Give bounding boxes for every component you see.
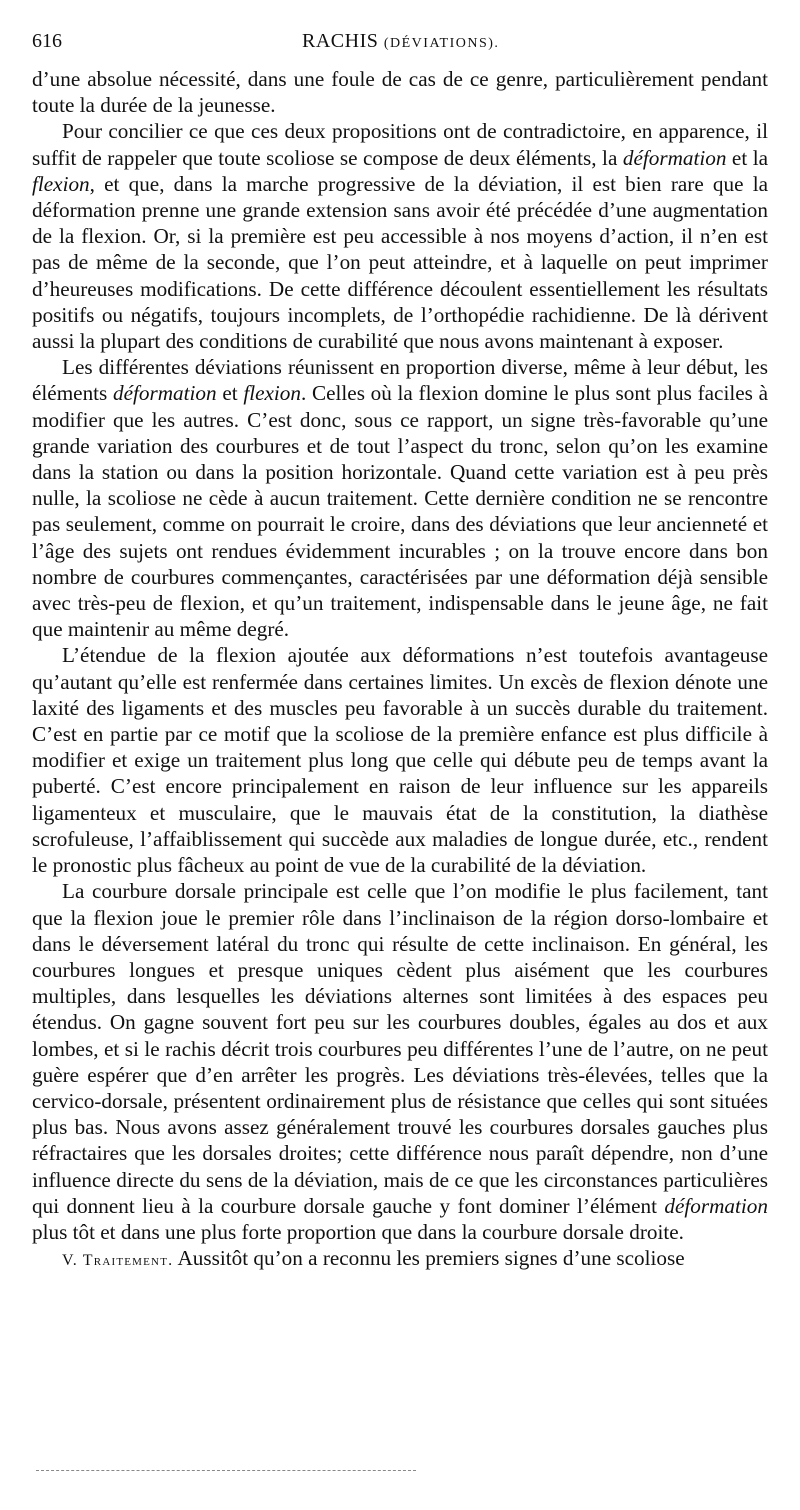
paragraph-4-text: L’étendue de la flexion ajoutée aux déformations n’est toutefois avantageuse qu’autant qu’elle est renfermée dans certaines limites. Un excès de flexion dénote une laxité des ligaments et des muscles peu favorable à un succès durable du traitement. C’est en partie par ce motif que la scoliose de la première enfance est plus difficile à modifier et exige un traitement plus long que celle qui débute peu de temps avant la puberté. C’est encore principalement en raison de leur influence sur les appareils ligamenteux et musculaire, que le mauvais état de la constitution, la diathèse scrofuleuse, l’affaiblissement qui succède aux maladies de longue durée, etc., rendent le pronostic plus fâcheux au point de vue de la curabilité de la déviation. (32, 643, 768, 878)
paragraph-2 (32, 118, 768, 354)
paragraph-3-pre: Les différentes déviations réunissent en proportion diverse, même à leur début, les éléments (32, 355, 768, 406)
paragraph-5 (32, 878, 768, 1245)
paragraph-3-post: . Celles où la flexion domine le plus sont plus faciles à modifier que les autres. C’est donc, sous ce rapport, un signe très-favorable qu’une grande variation des courbures et de tout l’aspect du tronc, selon qu’on les examine dans la station ou dans la position horizontale. Quand cette variation est à peu près nulle, la scoliose ne cède à aucun traitement. Cette dernière condition ne se rencontre pas seulement, comme on pourrait le croire, dans des déviations que leur ancienneté et l’âge des sujets ont rendues évidemment incurables ; on la trouve encore dans bon nombre de courbures commençantes, caractérisées par une déformation déjà sensible avec très-peu de flexion, et qu’un traitement, indispensable dans le jeune âge, ne fait que maintenir au même degré. (32, 381, 768, 642)
paragraph-2-mid: et la (726, 145, 768, 170)
running-title (302, 30, 499, 53)
paragraph-3-em-flexion: flexion (243, 381, 301, 406)
paragraph-3 (32, 354, 768, 642)
footer-dotted-rule (36, 1470, 416, 1471)
section-text: Aussitôt qu’on a reconnu les premiers signes d’une scoliose (173, 1246, 685, 1271)
section-heading: V. Traitement. (62, 1252, 174, 1270)
paragraph-3-mid: et (216, 381, 244, 406)
paragraph-2-pre: Pour concilier ce que ces deux propositions ont de contradictoire, en apparence, il suffit de rappeler que toute scoliose se compose de deux éléments, la (32, 119, 768, 170)
paragraph-2-em-deformation: déformation (622, 145, 727, 170)
document-page (32, 26, 768, 1274)
page-header (32, 26, 768, 66)
page-number: 616 (32, 30, 62, 52)
paragraph-2-post: , et que, dans la marche progressive de la déviation, il est bien rare que la déformation prenne une grande extension sans avoir été précédée d’une augmentation de la flexion. Or, si la première est peu accessible à nos moyens d’action, il n’en est pas de même de la seconde, que l’on peut atteindre, et à laquelle on peut imprimer d’heureuses modifications. De cette différence découlent essentiellement les résultats positifs ou négatifs, toujours incomplets, de l’orthopédie rachidienne. De là dérivent aussi la plupart des conditions de curabilité que nous avons maintenant à exposer. (32, 171, 768, 354)
paragraph-1-text: d’une absolue nécessité, dans une foule de cas de ce genre, particulièrement pendant toute la durée de la jeunesse. (32, 67, 768, 118)
paragraph-4 (32, 642, 768, 878)
paragraph-2-em-flexion: flexion (32, 171, 90, 196)
running-title-sub: (DÉVIATIONS). (383, 36, 500, 51)
paragraph-5-em-deformation: déformation (664, 1193, 768, 1218)
paragraph-3-em-deformation: déformation (113, 381, 217, 406)
running-title-main: RACHIS (302, 30, 379, 52)
section-traitement (32, 1245, 768, 1274)
paragraph-5-post: plus tôt et dans une plus forte proportion que dans la courbure dorsale droite. (32, 1219, 684, 1244)
paragraph-5-pre: La courbure dorsale principale est celle que l’on modifie le plus facilement, tant que la flexion joue le premier rôle dans l’inclinaison de la région dorso-lombaire et dans le déversement latéral du tronc qui résulte de cette inclinaison. En général, les courbures longues et presque uniques cèdent plus aisément que les courbures multiples, dans lesquelles les déviations alternes sont limitées à des espaces peu étendus. On gagne souvent fort peu sur les courbures doubles, égales au dos et aux lombes, et si le rachis décrit trois courbures peu différentes l’une de l’autre, on ne peut guère espérer que d’en arrêter les progrès. Les déviations très-élevées, telles que la cervico-dorsale, présentent ordinairement plus de résistance que celles qui sont situées plus bas. Nous avons assez généralement trouvé les courbures dorsales gauches plus réfractaires que les dorsales droites; cette différence nous paraît dépendre, non d’une influence directe du sens de la déviation, mais de ce que les circonstances particulières qui donnent lieu à la courbure dorsale gauche y font dominer l’élément (32, 879, 768, 1218)
paragraph-1 (32, 66, 768, 118)
